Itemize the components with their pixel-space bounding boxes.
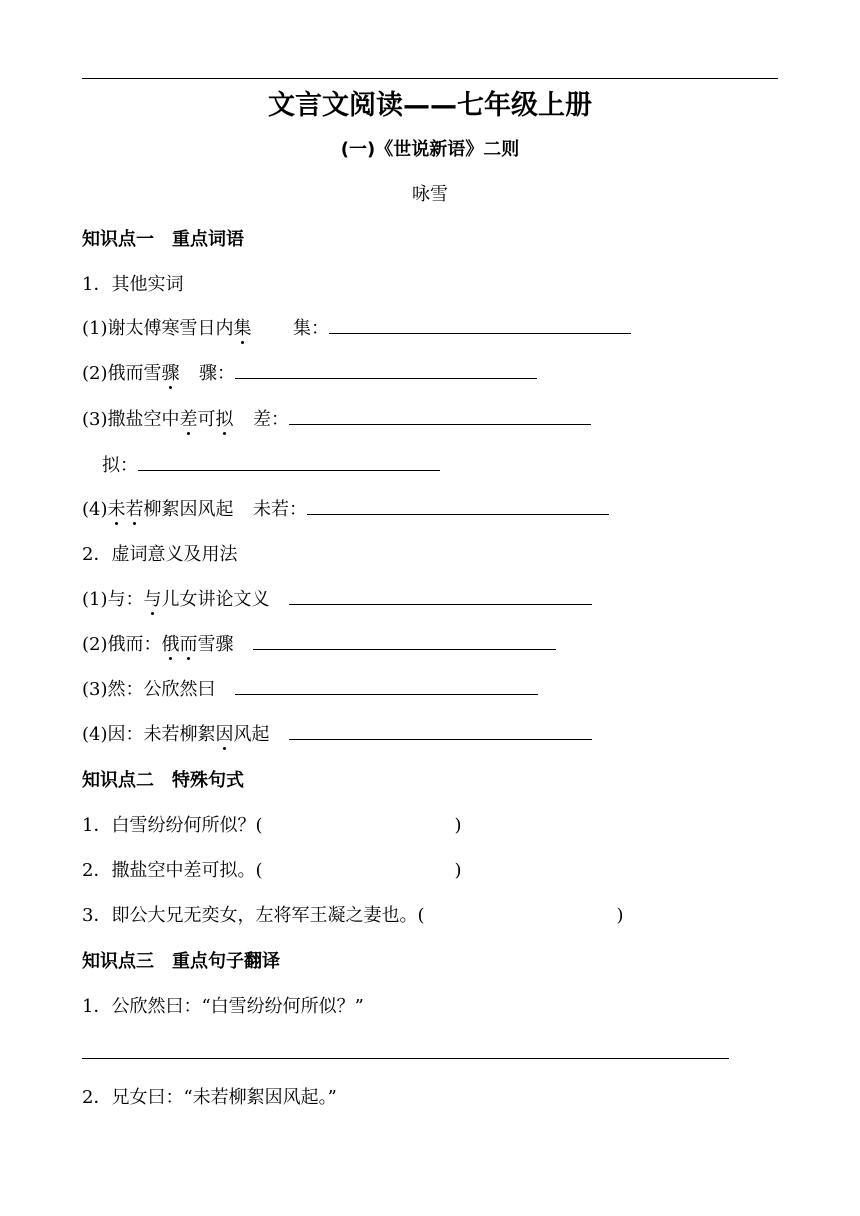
translation-answer-line[interactable] <box>82 1058 729 1059</box>
sentence-pattern-item-3: 3．即公大兄无奕女，左将军王凝之妻也。( ) <box>82 905 624 926</box>
dotted-char: 拟 <box>215 409 234 430</box>
translation-item-1: 1．公欣然曰：“白雪纷纷何所似？” <box>82 996 364 1017</box>
section-heading-2: 知识点二 特殊句式 <box>82 770 244 791</box>
dotted-char: 差 <box>179 409 198 430</box>
answer-blank[interactable] <box>289 721 592 740</box>
answer-blank[interactable] <box>138 452 440 471</box>
subsection-title-1: 1．其他实词 <box>82 274 184 295</box>
top-rule <box>82 78 778 79</box>
dotted-char: 若 <box>125 499 144 520</box>
dotted-char: 未 <box>107 499 126 520</box>
vocab-item-3b <box>102 452 440 479</box>
function-word-item-2: (2)俄而：俄而雪骤 <box>82 631 556 658</box>
section-heading-1: 知识点一 重点词语 <box>82 229 244 250</box>
dotted-char: 俄 <box>161 634 180 655</box>
subsection-title-2: 2．虚词意义及用法 <box>82 544 238 565</box>
page-subtitle: (一)《世说新语》二则 <box>340 139 520 160</box>
dotted-char: 因 <box>215 724 234 745</box>
poem-title: 咏雪 <box>412 184 448 205</box>
vocab-term: 集： <box>292 318 329 339</box>
answer-blank[interactable] <box>235 676 538 695</box>
answer-blank[interactable] <box>289 586 592 605</box>
vocab-term: 未若： <box>252 499 307 520</box>
page-title: 文言文阅读——七年级上册 <box>268 90 592 121</box>
function-word-item-4: (4)因：未若柳絮因风起 <box>82 721 592 748</box>
answer-blank[interactable] <box>235 360 537 379</box>
function-word-item-3: (3)然：公欣然曰 <box>82 676 538 703</box>
function-word-item-1: (1)与：与儿女讲论文义 <box>82 586 592 613</box>
vocab-term: 差： <box>252 409 289 430</box>
translation-item-2: 2．兄女曰：“未若柳絮因风起。” <box>82 1087 337 1108</box>
dotted-char: 与 <box>143 589 162 610</box>
sentence-pattern-item-2: 2．撒盐空中差可拟。( ) <box>82 860 462 881</box>
vocab-term: 拟： <box>102 455 138 476</box>
sentence-pattern-item-1: 1．白雪纷纷何所似？( ) <box>82 815 462 836</box>
section-heading-3: 知识点三 重点句子翻译 <box>82 951 280 972</box>
vocab-term: 骤： <box>198 363 235 384</box>
answer-blank[interactable] <box>289 406 591 425</box>
answer-blank[interactable] <box>329 315 631 334</box>
answer-blank[interactable] <box>307 496 609 515</box>
vocab-item-3: (3)撒盐空中差可拟 差： <box>82 406 591 433</box>
dotted-char: 而 <box>179 634 198 655</box>
dotted-char: 集 <box>233 318 252 339</box>
vocab-item-4: (4)未若柳絮因风起 未若： <box>82 496 609 523</box>
answer-blank[interactable] <box>253 631 556 650</box>
vocab-item-1: (1)谢太傅寒雪日内集 集： <box>82 315 631 342</box>
vocab-item-2: (2)俄而雪骤 骤： <box>82 360 537 387</box>
dotted-char: 骤 <box>161 363 180 384</box>
